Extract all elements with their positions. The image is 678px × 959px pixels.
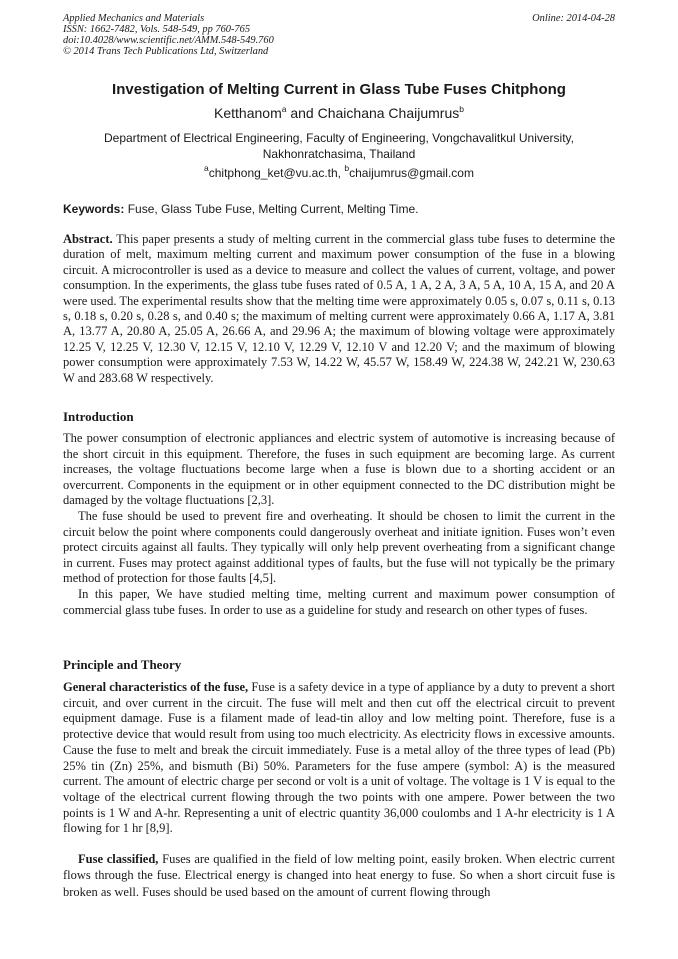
online-date: Online: 2014-04-28 [532,13,615,24]
abstract-text: This paper presents a study of melting current in the commercial glass tube fuses to determine the duration of melt, maximum melting current and maximum power consumption of the fuse in a blowing circuit. A microcontroller is used as a device to measure and collect the values of current, voltage, and power consumption. In the experiments, the glass tube fuses rated of 0.5 A, 1 A, 2 A, 3 A, 5 A, 10 A, 15 A, and 20 A were used. The experimental results show that the melting time were approximately 0.05 s, 0.07 s, 0.11 s, 0.13 s, 0.18 s, 0.20 s, 0.28 s, and 0.40 s; the maximum of melting current were approximately 0.66 A, 1.17 A, 3.81 A, 13.77 A, 20.80 A, 25.05 A, 26.66 A, and 29.96 A; the maximum of blowing voltage were approximately 12.25 V, 12.25 V, 12.30 V, 12.15 V, 12.10 V, 12.29 V, 12.10 V and 12.20 V; and the maximum of blowing power consumption were approximately 7.53 W, 14.22 W, 45.57 W, 158.49 W, 224.38 W, 242.21 W, 230.63 W and 283.68 W respectively. [63,232,615,385]
intro-paragraph-3: In this paper, We have studied melting time, melting current and maximum power consumption of commercial glass tube fuses. In order to use as a guideline for study and research on other types of fuses. [63,586,615,617]
introduction-block [63,431,615,618]
author-2: Chaichana Chaijumrus [317,105,460,121]
author-conjunction: and [286,105,318,121]
copyright-line: © 2014 Trans Tech Publications Ltd, Switzerland [63,46,269,57]
general-characteristics-text: Fuse is a safety device in a type of appliance by a duty to prevent a short circuit, and over current in the circuit. The fuse will melt and then cut off the electrical circuit to prevent equipment damage. Fuse is a filament made of lead-tin alloy and low melting point. Therefore, fuse is a protective device that would result from using too much electricity. As electricity flows in excessive amounts. Cause the fuse to melt and break the circuit immediately. Fuse is a metal alloy of the three types of lead (Pb) 25% tin (Zn) 25%, and bismuth (Bi) 50%. Parameters for the fuse ampere (symbol: A) is the measured current. The amount of electric charge per second or volt is a unit of voltage. The voltage is 1 V is equal to the voltage of the electrical current flowing through the two points with one ampere. Power between the two points is 1 W and A-hr. Representing a unit of electric quantity 36,000 coulombs and 1 A-hr electricity is 1 A flowing for 1 hr [8,9]. [63,680,615,836]
fuse-classified-text: Fuses are qualified in the field of low melting point, easily broken. When electric current flows through the fuse. Electrical energy is changed into heat energy to fuse. So when a short circuit fuse is broken as well. Fuses should be used based on the amount of current flowing through [63,852,615,899]
issn-line: ISSN: 1662-7482, Vols. 548-549, pp 760-765 [63,24,251,35]
author-line [63,104,615,122]
paper-title: Investigation of Melting Current in Glass Tube Fuses Chitphong [112,81,566,98]
keywords-label: Keywords: [63,202,125,216]
journal-header [63,13,274,57]
intro-paragraph-1: The power consumption of electronic appliances and electric system of automotive is increasing because of the short circuit in this equipment. Therefore, the fuses in such equipment are becoming large. As current increases, the voltage fluctuations become large when a fuse is blown due to a shorting accident or an overcurrent. Components in the equipment or in other equipment connected to the DC distribution might be damaged by the voltage fluctuations [2,3]. [63,431,615,508]
email-a[interactable]: chitphong_ket@vu.ac.th, [208,166,345,180]
author-1-affil-mark: a [281,104,287,114]
doi-line[interactable]: doi:10.4028/www.scientific.net/AMM.548-549.760 [63,35,274,46]
email-b-mark: b [344,163,350,173]
email-a-mark: a [204,163,209,173]
email-b[interactable]: chaijumrus@gmail.com [349,166,474,180]
fuse-classified-paragraph [63,851,615,900]
abstract-label: Abstract. [63,232,113,246]
keywords-text: Fuse, Glass Tube Fuse, Melting Current, Melting Time. [124,202,419,216]
journal-name: Applied Mechanics and Materials [63,13,205,24]
intro-paragraph-2: The fuse should be used to prevent fire and overheating. It should be chosen to limit the current in the circuit below the point where components could dangerously overheat and initiate ignition. Fuses won’t even protect circuits against all faults. They typically will only help prevent overheating from a significant change in current. Fuses may protect against additional types of faults, but the fuse will not typically be the primary method of protection for those faults [4,5]. [63,508,615,586]
fuse-classified-block [63,851,615,900]
general-characteristics-block [63,680,615,837]
principle-heading: Principle and Theory [63,657,182,672]
author-2-affil-mark: b [459,104,464,114]
affiliation: Department of Electrical Engineering, Faculty of Engineering, Vongchavalitkul University, Nakhonratchasima, Thailand [103,131,574,161]
author-1: Ketthanom [214,105,282,121]
keywords [63,201,615,217]
abstract-paragraph [63,232,615,386]
email-line [63,165,615,181]
general-characteristics-paragraph [63,680,615,837]
abstract-block [63,232,615,386]
introduction-heading: Introduction [63,409,134,424]
fuse-classified-label: Fuse classified, [78,852,159,866]
general-characteristics-label: General characteristics of the fuse, [63,680,249,694]
